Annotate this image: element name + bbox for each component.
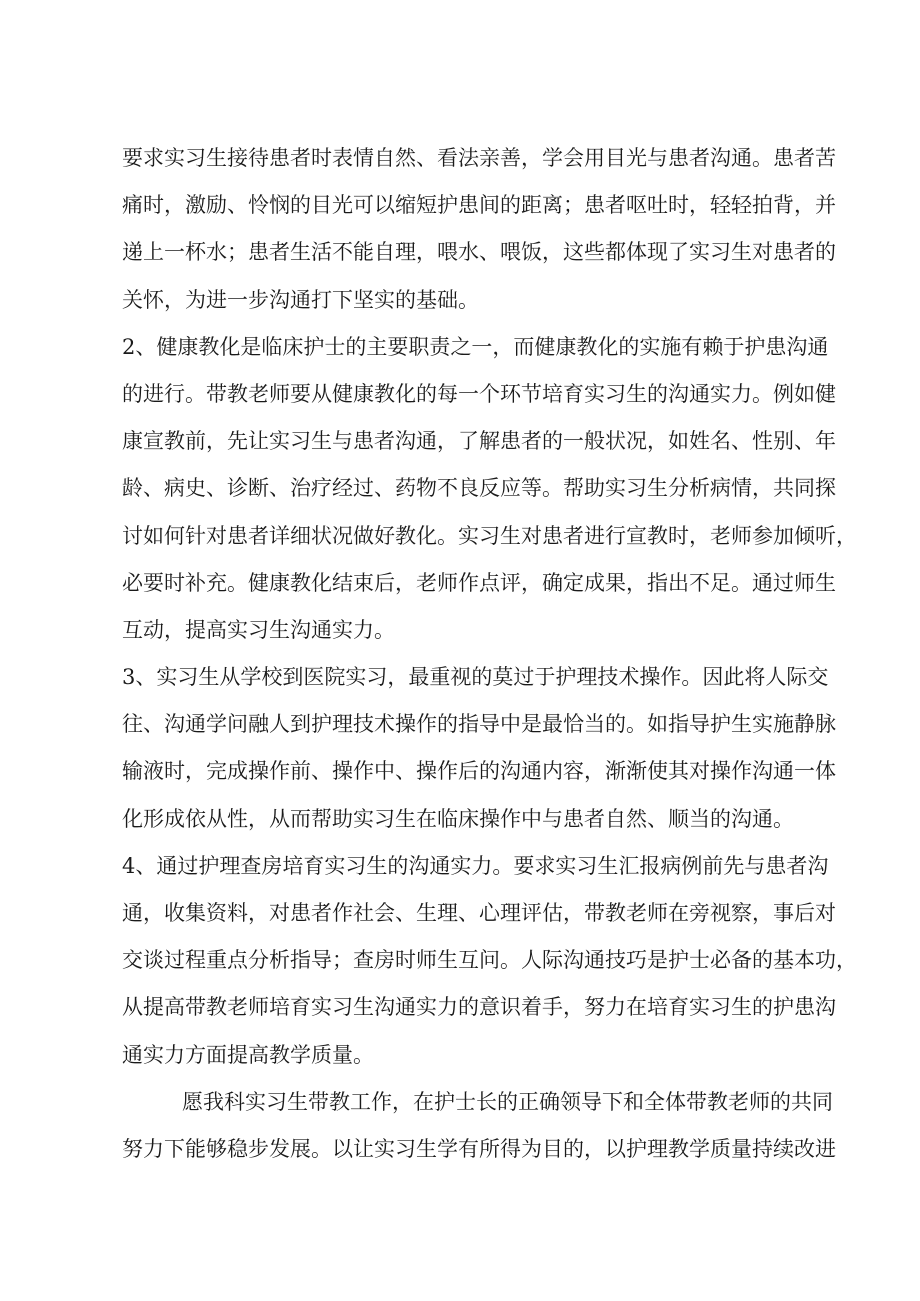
text-line: 递上一杯水；患者生活不能自理，喂水、喂饭，这些都体现了实习生对患者的 — [122, 240, 836, 265]
text-line: 往、沟通学问融人到护理技术操作的指导中是最恰当的。如指导护生实施静脉 — [122, 712, 836, 737]
paragraph-1 — [122, 135, 836, 324]
text-line: 康宣教前，先让实习生与患者沟通，了解患者的一般状况，如姓名、性别、年 — [122, 429, 836, 454]
paragraph-2 — [122, 324, 857, 654]
body-text — [122, 135, 857, 1173]
text-line: 通实力方面提高教学质量。 — [122, 1042, 374, 1067]
text-line: 2、健康教化是临床护士的主要职责之一，而健康教化的实施有赖于护患沟通 — [122, 334, 829, 359]
text-line: 交谈过程重点分析指导；查房时师生互问。人际沟通技巧是护士必备的基本功， — [122, 948, 857, 973]
text-line: 输液时，完成操作前、操作中、操作后的沟通内容，渐渐使其对操作沟通一体 — [122, 759, 836, 784]
text-line: 努力下能够稳步发展。以让实习生学有所得为目的，以护理教学质量持续改进 — [122, 1136, 836, 1161]
text-line: 讨如何针对患者详细状况做好教化。实习生对患者进行宣教时，老师参加倾听， — [122, 523, 857, 548]
paragraph-3 — [122, 654, 836, 843]
text-line: 的进行。带教老师要从健康教化的每一个环节培育实习生的沟通实力。例如健 — [122, 381, 836, 406]
text-line: 要求实习生接待患者时表情自然、看法亲善，学会用目光与患者沟通。患者苦 — [122, 146, 836, 170]
text-line: 愿我科实习生带教工作，在护士长的正确领导下和全体带教老师的共同 — [182, 1089, 833, 1114]
text-line: 关怀，为进一步沟通打下坚实的基础。 — [122, 287, 479, 312]
text-line: 通，收集资料，对患者作社会、生理、心理评估，带教老师在旁视察，事后对 — [122, 901, 836, 925]
text-line: 痛时，激励、怜悯的目光可以缩短护患间的距离；患者呕吐时，轻轻拍背，并 — [122, 193, 836, 218]
text-line: 从提高带教老师培育实习生沟通实力的意识着手，努力在培育实习生的护患沟 — [122, 995, 836, 1020]
text-line: 4、通过护理查房培育实习生的沟通实力。要求实习生汇报病例前先与患者沟 — [122, 853, 829, 878]
paragraph-5 — [122, 1079, 836, 1173]
text-line: 必要时补充。健康教化结束后，老师作点评，确定成果，指出不足。通过师生 — [122, 570, 836, 595]
text-line: 龄、病史、诊断、治疗经过、药物不良反应等。帮助实习生分析病情，共同探 — [122, 476, 836, 501]
paragraph-4 — [122, 843, 857, 1079]
text-line: 互动，提高实习生沟通实力。 — [122, 617, 395, 642]
text-line: 化形成依从性，从而帮助实习生在临床操作中与患者自然、顺当的沟通。 — [122, 806, 794, 831]
text-line: 3、实习生从学校到医院实习，最重视的莫过于护理技术操作。因此将人际交 — [122, 665, 829, 690]
